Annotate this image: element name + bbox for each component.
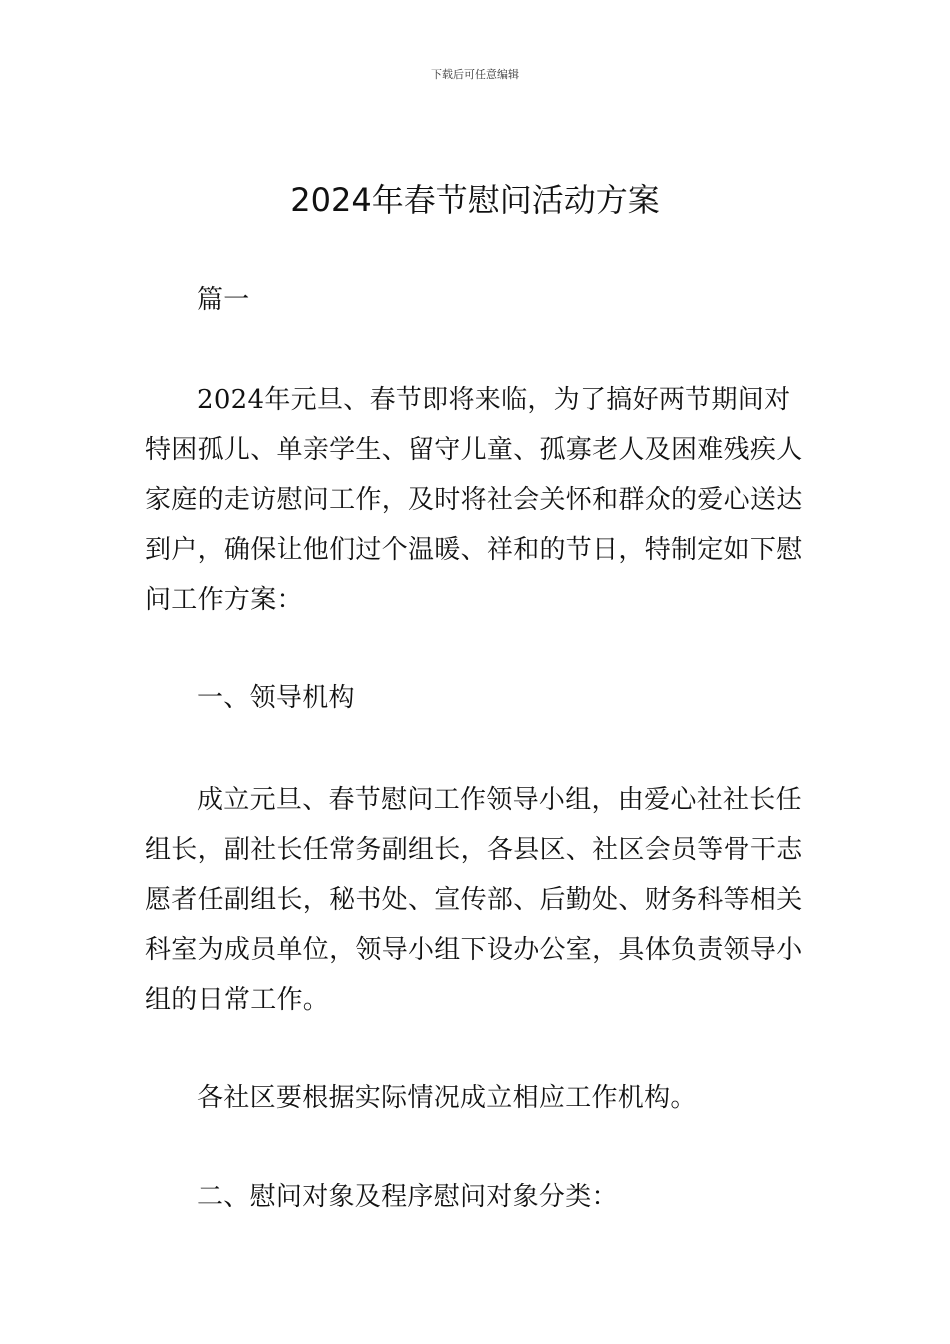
paragraph-community: 各社区要根据实际情况成立相应工作机构。: [197, 1083, 697, 1113]
header-note: 下载后可任意编辑: [431, 68, 519, 81]
section-label: 篇一: [197, 285, 250, 315]
paragraph-organization: 成立元旦、春节慰问工作领导小组，由爱心社社长任组长，副社长任常务副组长，各县区、社区会员等骨干志愿者任副组长，秘书处、宣传部、后勤处、财务科等相关科室为成员单位，领导小组下设办公室，具体负责领导小组的日常工作。: [145, 785, 803, 1015]
section-heading-leadership: 一、领导机构: [197, 683, 355, 713]
paragraph-intro: 2024年元旦、春节即将来临，为了搞好两节期间对特困孤儿、单亲学生、留守儿童、孤寡老人及困难残疾人家庭的走访慰问工作，及时将社会关怀和群众的爱心送达到户，确保让他们过个温暖、祥和的节日，特制定如下慰问工作方案：: [145, 385, 803, 615]
section-heading-targets: 二、慰问对象及程序慰问对象分类：: [197, 1182, 618, 1212]
document-title: 2024年春节慰问活动方案: [290, 181, 660, 219]
